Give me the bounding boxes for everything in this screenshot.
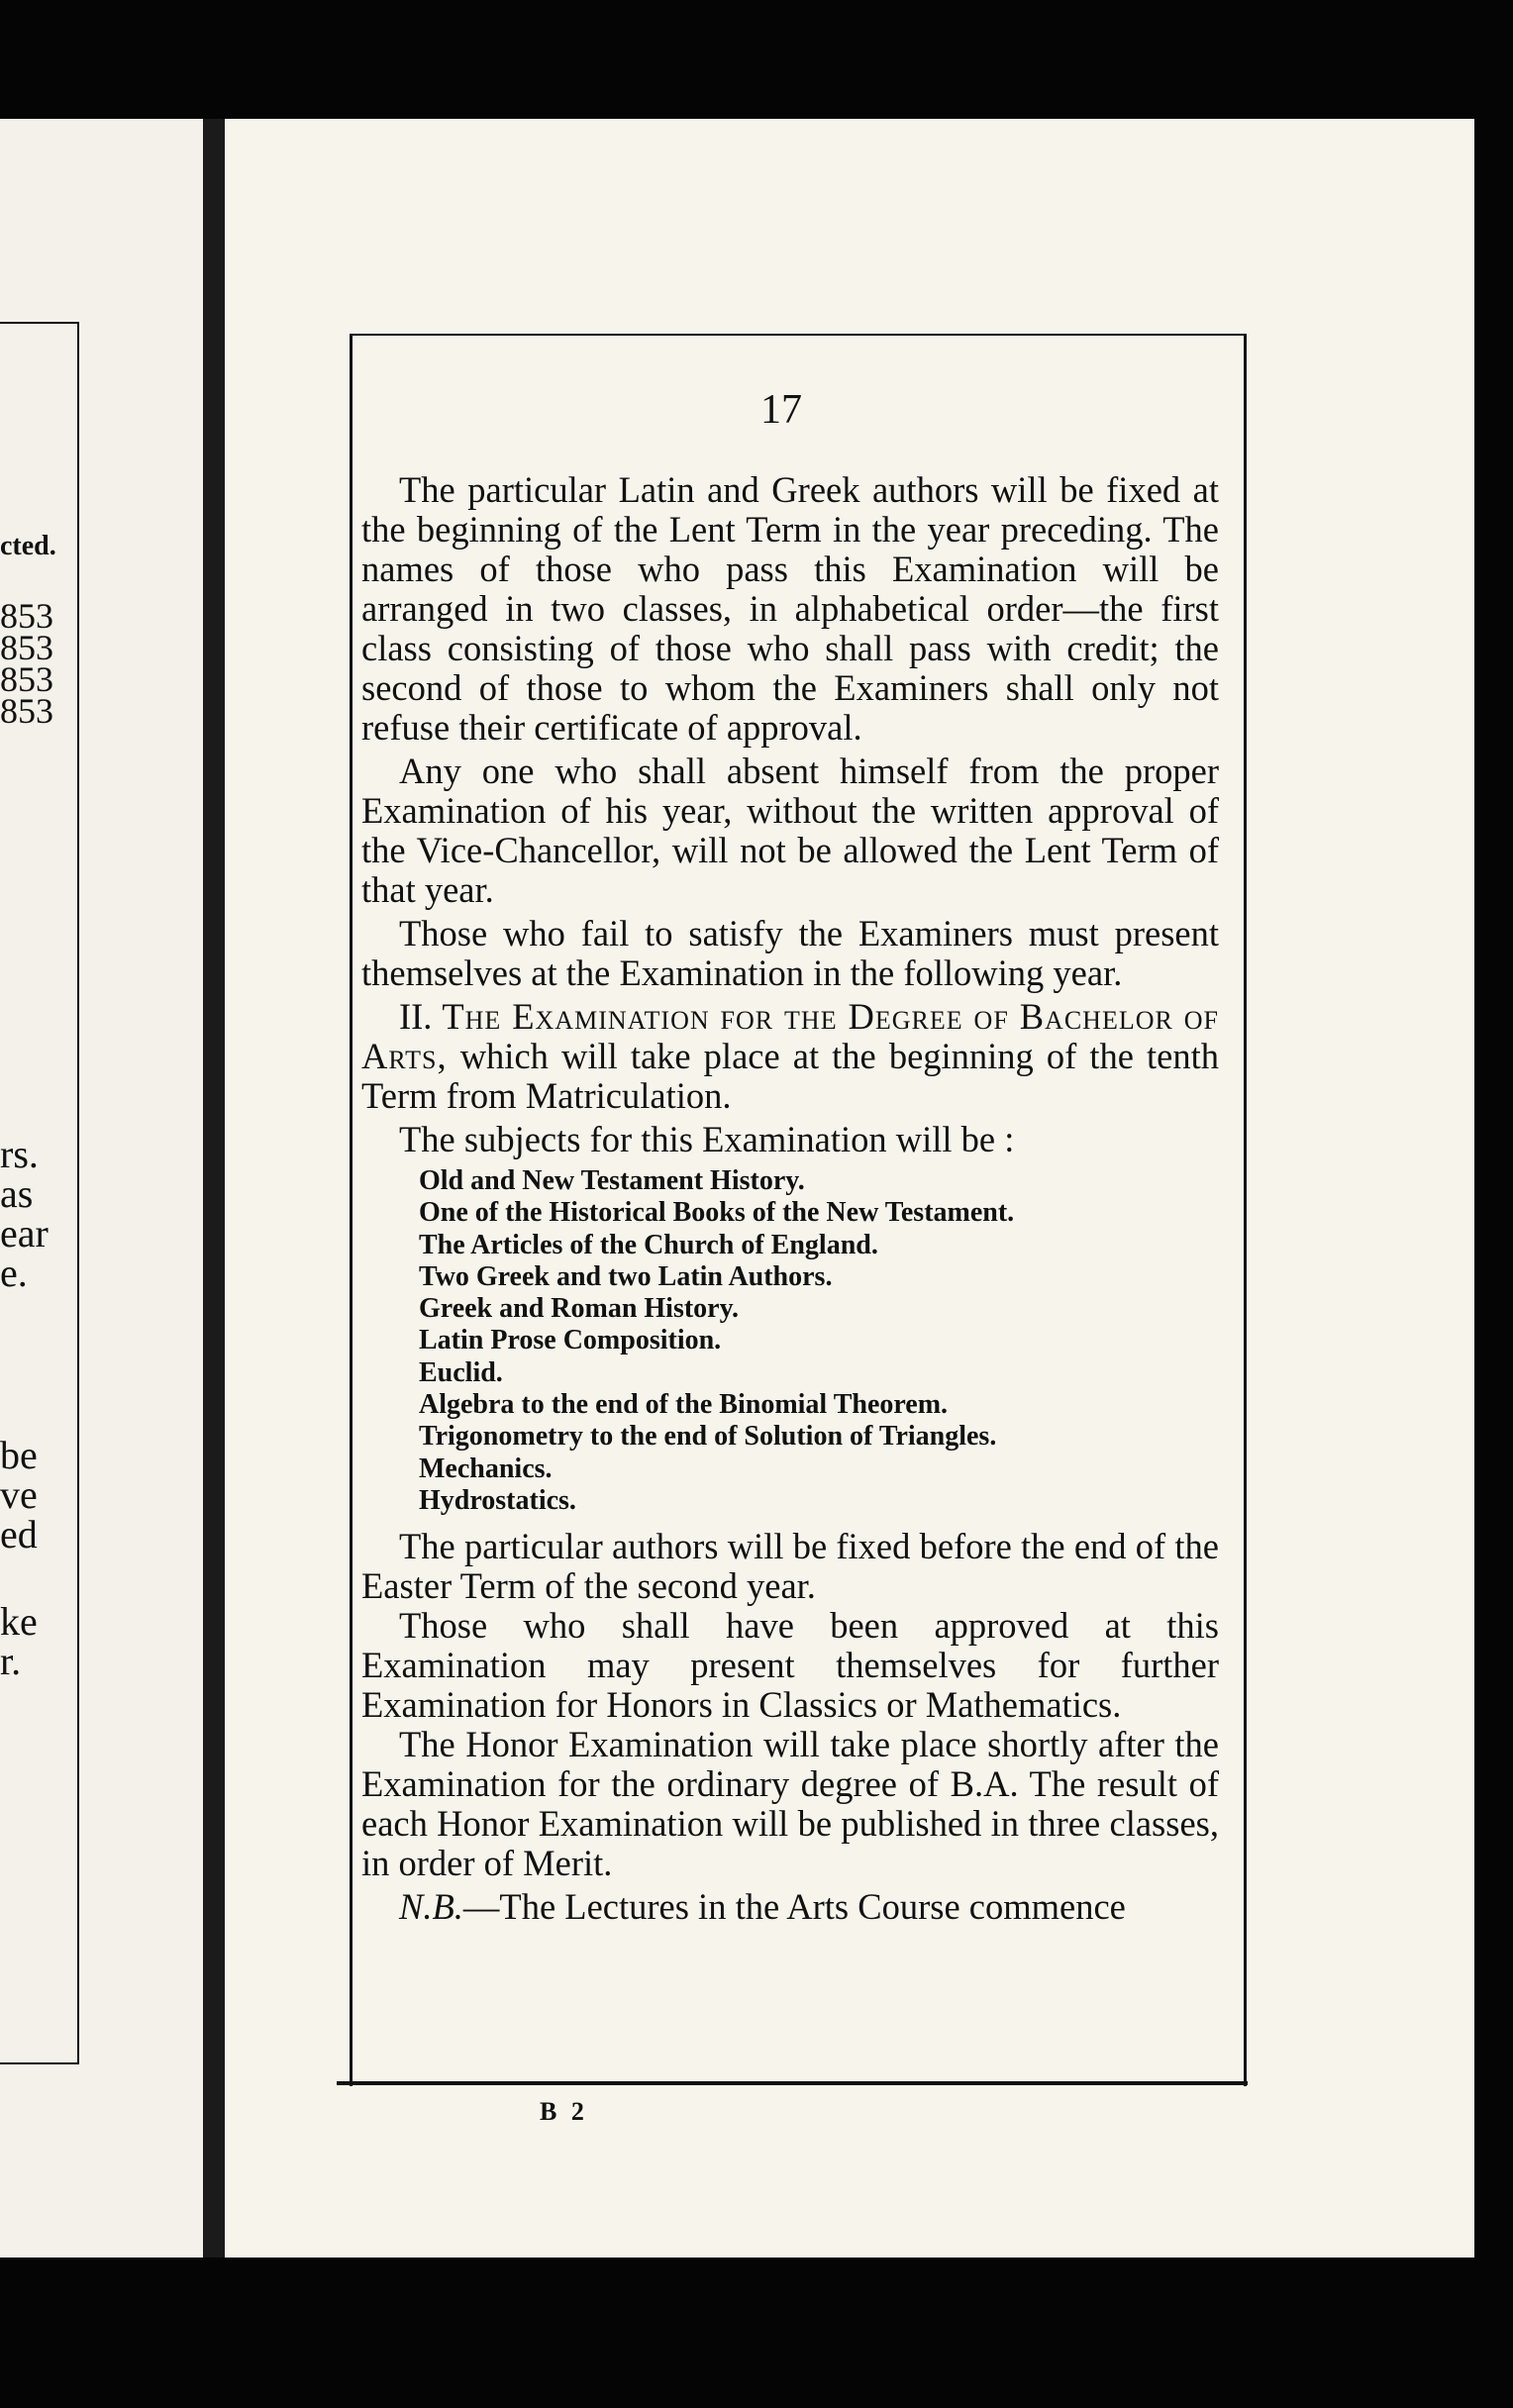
subject-item: Latin Prose Composition.: [419, 1325, 722, 1356]
section-numeral: II.: [399, 996, 433, 1037]
subject-item: Greek and Roman History.: [419, 1293, 740, 1325]
section-ii: [361, 997, 1219, 1116]
section-text: which will take place at the beginning of the tenth Term from Matriculation.: [361, 1036, 1219, 1116]
nota-bene: [361, 1887, 1219, 1927]
subject-item: The Articles of the Church of England.: [419, 1229, 878, 1260]
left-page-rule-bottom: [0, 2062, 79, 2064]
nb-label: N.B.: [399, 1886, 463, 1928]
subject-item: Two Greek and two Latin Authors.: [419, 1260, 833, 1292]
left-fragment: cted.: [0, 531, 56, 561]
paragraph: Those who fail to satisfy the Examiners must present themselves at the Examination in the following year.: [361, 913, 1219, 993]
subject-item: One of the Historical Books of the New Testament.: [419, 1197, 1015, 1229]
left-fragment: as: [0, 1171, 34, 1216]
paragraph: Any one who shall absent himself from the proper Examination of his year, without the written approval of the Vice-Chancellor, will not be allowed the Lent Term of that year.: [361, 751, 1219, 910]
left-fragment: rs.: [0, 1132, 39, 1176]
left-fragment: 853: [0, 691, 53, 731]
subjects-intro: The subjects for this Examination will be :: [399, 1119, 1015, 1159]
signature-mark: B 2: [540, 2097, 588, 2126]
left-fragment: ed: [0, 1512, 38, 1556]
left-page-rule: [77, 322, 79, 2064]
left-fragment: 853: [0, 659, 53, 699]
subject-item: Hydrostatics.: [419, 1484, 576, 1516]
subject-item: Old and New Testament History.: [419, 1165, 805, 1196]
subject-item: Trigonometry to the end of Solution of Triangles.: [419, 1421, 997, 1453]
nb-text: —The Lectures in the Arts Course commence: [462, 1886, 1126, 1928]
paragraph: Those who shall have been approved at this Examination may present themselves for further Examination for Honors in Classics or Mathematics.: [361, 1605, 1219, 1726]
paragraph: The particular authors will be fixed before the end of the Easter Term of the second year.: [361, 1526, 1219, 1607]
subject-item: Algebra to the end of the Binomial Theorem.: [419, 1389, 949, 1421]
left-fragment: r.: [0, 1639, 22, 1683]
left-fragment: ear: [0, 1211, 49, 1255]
page-frame-bottom-rule: [337, 2081, 1248, 2085]
paragraph: The particular Latin and Greek authors will be fixed at the beginning of the Lent Term in the year preceding. The names of those who pass this Examination will be arranged in two classes, in alphabetical order—the first class consisting of those who shall pass with credit; the second of those to whom the Examiners shall only not refuse their certificate of approval.: [361, 469, 1219, 748]
left-fragment: be: [0, 1433, 38, 1477]
left-fragment: 853: [0, 628, 53, 667]
left-page-rule-top: [0, 322, 79, 324]
subject-item: Mechanics.: [419, 1453, 553, 1484]
left-fragment: 853: [0, 596, 53, 636]
page-content: [361, 470, 1219, 1927]
paragraph: The Honor Examination will take place shortly after the Examination for the ordinary degree of B.A. The result of each Honor Examination will be published in three classes, in order of Merit.: [361, 1724, 1219, 1884]
book-gutter: [203, 119, 225, 2258]
left-fragment: ve: [0, 1472, 38, 1517]
subjects-list: [419, 1165, 1219, 1517]
section-heading: The Examination for the Degree of Bachelor of Arts,: [361, 996, 1219, 1076]
page-number: 17: [760, 387, 802, 433]
left-fragment: ke: [0, 1599, 38, 1644]
left-fragment: e.: [0, 1251, 28, 1295]
subject-item: Euclid.: [419, 1356, 503, 1388]
